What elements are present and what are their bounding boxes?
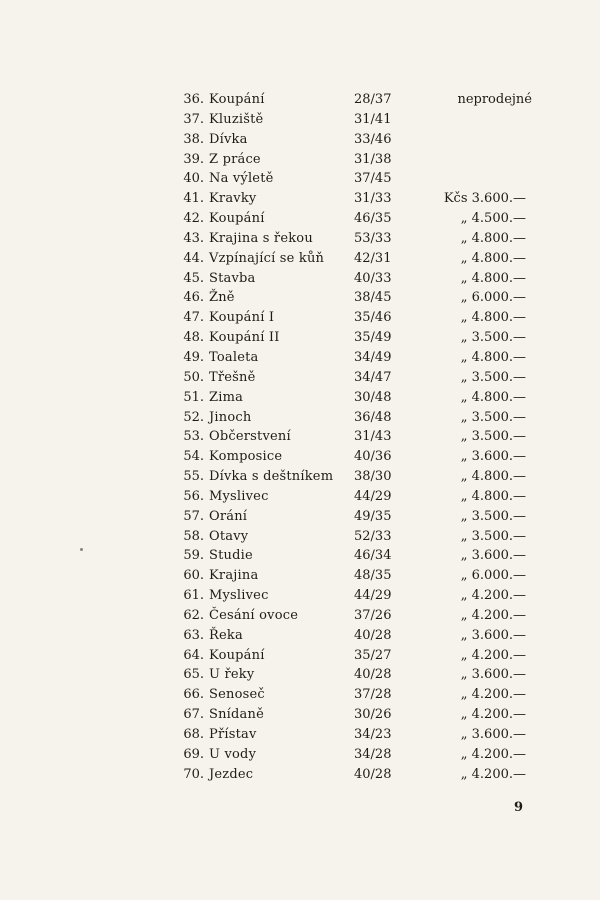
entry-number: 64. xyxy=(183,647,204,663)
artwork-price: „ 6.000.— xyxy=(460,290,526,306)
artwork-dimensions: 34/49 xyxy=(354,349,392,365)
artwork-price: „ 4.800.— xyxy=(460,250,526,266)
artwork-title: Dívka xyxy=(209,131,248,147)
artwork-price: „ 4.800.— xyxy=(460,389,526,405)
artwork-title: Na výletě xyxy=(209,171,274,187)
catalog-entry xyxy=(182,189,532,209)
catalog-entry xyxy=(182,169,532,189)
artwork-price: „ 3.600.— xyxy=(460,667,526,683)
artwork-dimensions: 44/29 xyxy=(354,488,392,504)
catalog-entry xyxy=(182,566,532,586)
artwork-dimensions: 31/43 xyxy=(354,429,392,445)
artwork-price: „ 4.500.— xyxy=(460,211,526,227)
artwork-price: „ 4.200.— xyxy=(460,687,526,703)
artwork-title: U řeky xyxy=(209,667,255,683)
artwork-dimensions: 37/45 xyxy=(354,171,392,187)
catalog-entry xyxy=(182,685,532,705)
artwork-price: „ 4.200.— xyxy=(460,766,526,782)
artwork-title: Otavy xyxy=(209,528,249,544)
artwork-dimensions: 49/35 xyxy=(354,508,392,524)
entry-number: 68. xyxy=(183,727,204,742)
catalog-entry xyxy=(182,646,532,666)
entry-number: 36. xyxy=(183,92,204,107)
artwork-title: Krajina xyxy=(209,568,259,584)
catalog-entry xyxy=(182,288,532,308)
artwork-title: Jezdec xyxy=(209,766,254,782)
artwork-dimensions: 52/33 xyxy=(354,528,392,544)
catalog-entry xyxy=(182,586,532,606)
catalog-entry xyxy=(182,308,532,328)
artwork-dimensions: 35/46 xyxy=(354,310,392,326)
artwork-price-list xyxy=(182,90,532,785)
artwork-title: Senoseč xyxy=(209,687,265,703)
artwork-dimensions: 53/33 xyxy=(354,230,392,246)
entry-number: 37. xyxy=(183,111,204,127)
catalog-entry xyxy=(182,110,532,130)
artwork-price: „ 3.500.— xyxy=(460,369,526,385)
artwork-dimensions: 34/47 xyxy=(354,369,392,385)
artwork-dimensions: 46/35 xyxy=(354,211,392,227)
catalog-entry xyxy=(182,487,532,507)
artwork-dimensions: 31/41 xyxy=(354,111,392,127)
artwork-price: „ 4.200.— xyxy=(460,746,526,762)
catalog-entry xyxy=(182,408,532,428)
catalog-entry xyxy=(182,606,532,626)
artwork-dimensions: 44/29 xyxy=(354,588,392,604)
artwork-price: „ 3.600.— xyxy=(460,627,526,643)
artwork-price: „ 6.000.— xyxy=(460,568,526,584)
artwork-title: Koupání I xyxy=(209,310,275,326)
catalog-entry xyxy=(182,130,532,150)
artwork-dimensions: 31/33 xyxy=(354,191,392,207)
artwork-price: „ 3.500.— xyxy=(460,330,526,346)
entry-number: 63. xyxy=(183,627,204,643)
entry-number: 45. xyxy=(183,270,204,286)
artwork-price: „ 4.800.— xyxy=(460,270,526,286)
entry-number: 48. xyxy=(183,330,204,346)
page-number: 9 xyxy=(514,800,524,815)
catalog-entry xyxy=(182,626,532,646)
artwork-price: „ 3.600.— xyxy=(460,727,526,742)
artwork-title: Vzpínající se kůň xyxy=(209,250,325,266)
artwork-title: Myslivec xyxy=(209,588,269,604)
catalog-entry xyxy=(182,745,532,765)
catalog-entry xyxy=(182,765,532,785)
artwork-dimensions: 37/26 xyxy=(354,607,392,623)
artwork-title: Zima xyxy=(209,389,244,405)
catalog-entry xyxy=(182,150,532,170)
entry-number: 53. xyxy=(183,429,204,445)
artwork-dimensions: 37/28 xyxy=(354,687,392,703)
catalog-entry xyxy=(182,467,532,487)
artwork-price: „ 4.800.— xyxy=(460,349,526,365)
catalog-entry xyxy=(182,209,532,229)
artwork-dimensions: 34/23 xyxy=(354,727,392,742)
ink-speck xyxy=(80,548,83,551)
artwork-price: „ 4.800.— xyxy=(460,310,526,326)
entry-number: 70. xyxy=(183,766,204,782)
catalog-entry xyxy=(182,705,532,725)
artwork-price: „ 4.800.— xyxy=(460,230,526,246)
entry-number: 66. xyxy=(183,687,204,703)
catalog-entry xyxy=(182,229,532,249)
entry-number: 39. xyxy=(183,151,204,167)
entry-number: 43. xyxy=(183,230,204,246)
catalog-entry xyxy=(182,546,532,566)
artwork-price: „ 4.200.— xyxy=(460,707,526,723)
artwork-title: Koupání xyxy=(209,92,265,107)
artwork-dimensions: 30/48 xyxy=(354,389,392,405)
artwork-title: U vody xyxy=(209,746,257,762)
entry-number: 58. xyxy=(183,528,204,544)
artwork-title: Kluziště xyxy=(209,111,264,127)
artwork-price: „ 4.200.— xyxy=(460,647,526,663)
artwork-price: „ 3.500.— xyxy=(460,508,526,524)
artwork-dimensions: 40/28 xyxy=(354,667,392,683)
artwork-dimensions: 42/31 xyxy=(354,250,392,266)
catalog-entry xyxy=(182,249,532,269)
entry-number: 57. xyxy=(183,508,204,524)
artwork-dimensions: 28/37 xyxy=(354,92,392,107)
entry-number: 49. xyxy=(183,349,204,365)
artwork-title: Stavba xyxy=(209,270,256,286)
artwork-price: „ 3.500.— xyxy=(460,409,526,425)
artwork-title: Koupání xyxy=(209,647,265,663)
artwork-title: Komposice xyxy=(209,449,283,465)
artwork-title: Koupání xyxy=(209,211,265,227)
catalog-entry xyxy=(182,527,532,547)
entry-number: 60. xyxy=(183,568,204,584)
entry-number: 42. xyxy=(183,211,204,227)
entry-number: 67. xyxy=(183,707,204,723)
catalog-entry xyxy=(182,447,532,467)
artwork-dimensions: 34/28 xyxy=(354,746,392,762)
artwork-price: Kčs 3.600.— xyxy=(443,191,526,207)
artwork-dimensions: 36/48 xyxy=(354,409,392,425)
artwork-price: „ 4.800.— xyxy=(460,488,526,504)
entry-number: 51. xyxy=(183,389,204,405)
artwork-dimensions: 35/27 xyxy=(354,647,392,663)
entry-number: 69. xyxy=(183,746,204,762)
artwork-title: Koupání II xyxy=(209,330,280,346)
entry-number: 50. xyxy=(183,369,204,385)
artwork-title: Třešně xyxy=(209,369,256,385)
entry-number: 41. xyxy=(183,191,204,207)
catalog-entry xyxy=(182,368,532,388)
artwork-title: Kravky xyxy=(209,191,257,207)
artwork-dimensions: 35/49 xyxy=(354,330,392,346)
artwork-title: Žně xyxy=(209,290,235,306)
entry-number: 54. xyxy=(183,449,204,465)
catalog-entry xyxy=(182,388,532,408)
entry-number: 61. xyxy=(183,588,204,604)
artwork-dimensions: 33/46 xyxy=(354,131,392,147)
artwork-dimensions: 40/28 xyxy=(354,766,392,782)
entry-number: 40. xyxy=(183,171,204,187)
artwork-title: Jinoch xyxy=(209,409,252,425)
artwork-dimensions: 48/35 xyxy=(354,568,392,584)
catalog-entry xyxy=(182,348,532,368)
artwork-title: Přístav xyxy=(209,727,257,742)
artwork-title: Dívka s deštníkem xyxy=(209,469,334,485)
artwork-price: „ 3.600.— xyxy=(460,548,526,564)
entry-number: 56. xyxy=(183,488,204,504)
artwork-title: Z práce xyxy=(209,151,261,167)
catalog-entry xyxy=(182,665,532,685)
artwork-dimensions: 40/28 xyxy=(354,627,392,643)
artwork-price: „ 3.600.— xyxy=(460,449,526,465)
artwork-title: Orání xyxy=(209,508,248,524)
entry-number: 47. xyxy=(183,310,204,326)
entry-number: 55. xyxy=(183,469,204,485)
artwork-dimensions: 46/34 xyxy=(354,548,392,564)
artwork-price: „ 4.800.— xyxy=(460,469,526,485)
entry-number: 38. xyxy=(183,131,204,147)
catalog-entry xyxy=(182,725,532,745)
entry-number: 52. xyxy=(183,409,204,425)
catalog-entry xyxy=(182,507,532,527)
artwork-title: Občerstvení xyxy=(209,429,291,445)
entry-number: 62. xyxy=(183,607,204,623)
artwork-price: neprodejné xyxy=(457,92,532,107)
artwork-title: Snídaně xyxy=(209,707,264,723)
artwork-title: Toaleta xyxy=(209,349,259,365)
artwork-price: „ 3.500.— xyxy=(460,429,526,445)
artwork-price: „ 4.200.— xyxy=(460,588,526,604)
artwork-dimensions: 40/36 xyxy=(354,449,392,465)
artwork-dimensions: 40/33 xyxy=(354,270,392,286)
artwork-price: „ 3.500.— xyxy=(460,528,526,544)
artwork-title: Řeka xyxy=(209,627,243,643)
artwork-title: Krajina s řekou xyxy=(209,230,313,246)
catalog-entry xyxy=(182,90,532,110)
artwork-dimensions: 30/26 xyxy=(354,707,392,723)
artwork-title: Studie xyxy=(209,548,253,564)
artwork-title: Myslivec xyxy=(209,488,269,504)
catalog-entry xyxy=(182,269,532,289)
artwork-price: „ 4.200.— xyxy=(460,607,526,623)
entry-number: 65. xyxy=(183,667,204,683)
entry-number: 44. xyxy=(183,250,204,266)
catalog-entry xyxy=(182,328,532,348)
entry-number: 46. xyxy=(183,290,204,306)
artwork-dimensions: 31/38 xyxy=(354,151,392,167)
artwork-dimensions: 38/45 xyxy=(354,290,392,306)
catalog-entry xyxy=(182,427,532,447)
artwork-title: Česání ovoce xyxy=(209,607,299,623)
artwork-dimensions: 38/30 xyxy=(354,469,392,485)
entry-number: 59. xyxy=(183,548,204,564)
